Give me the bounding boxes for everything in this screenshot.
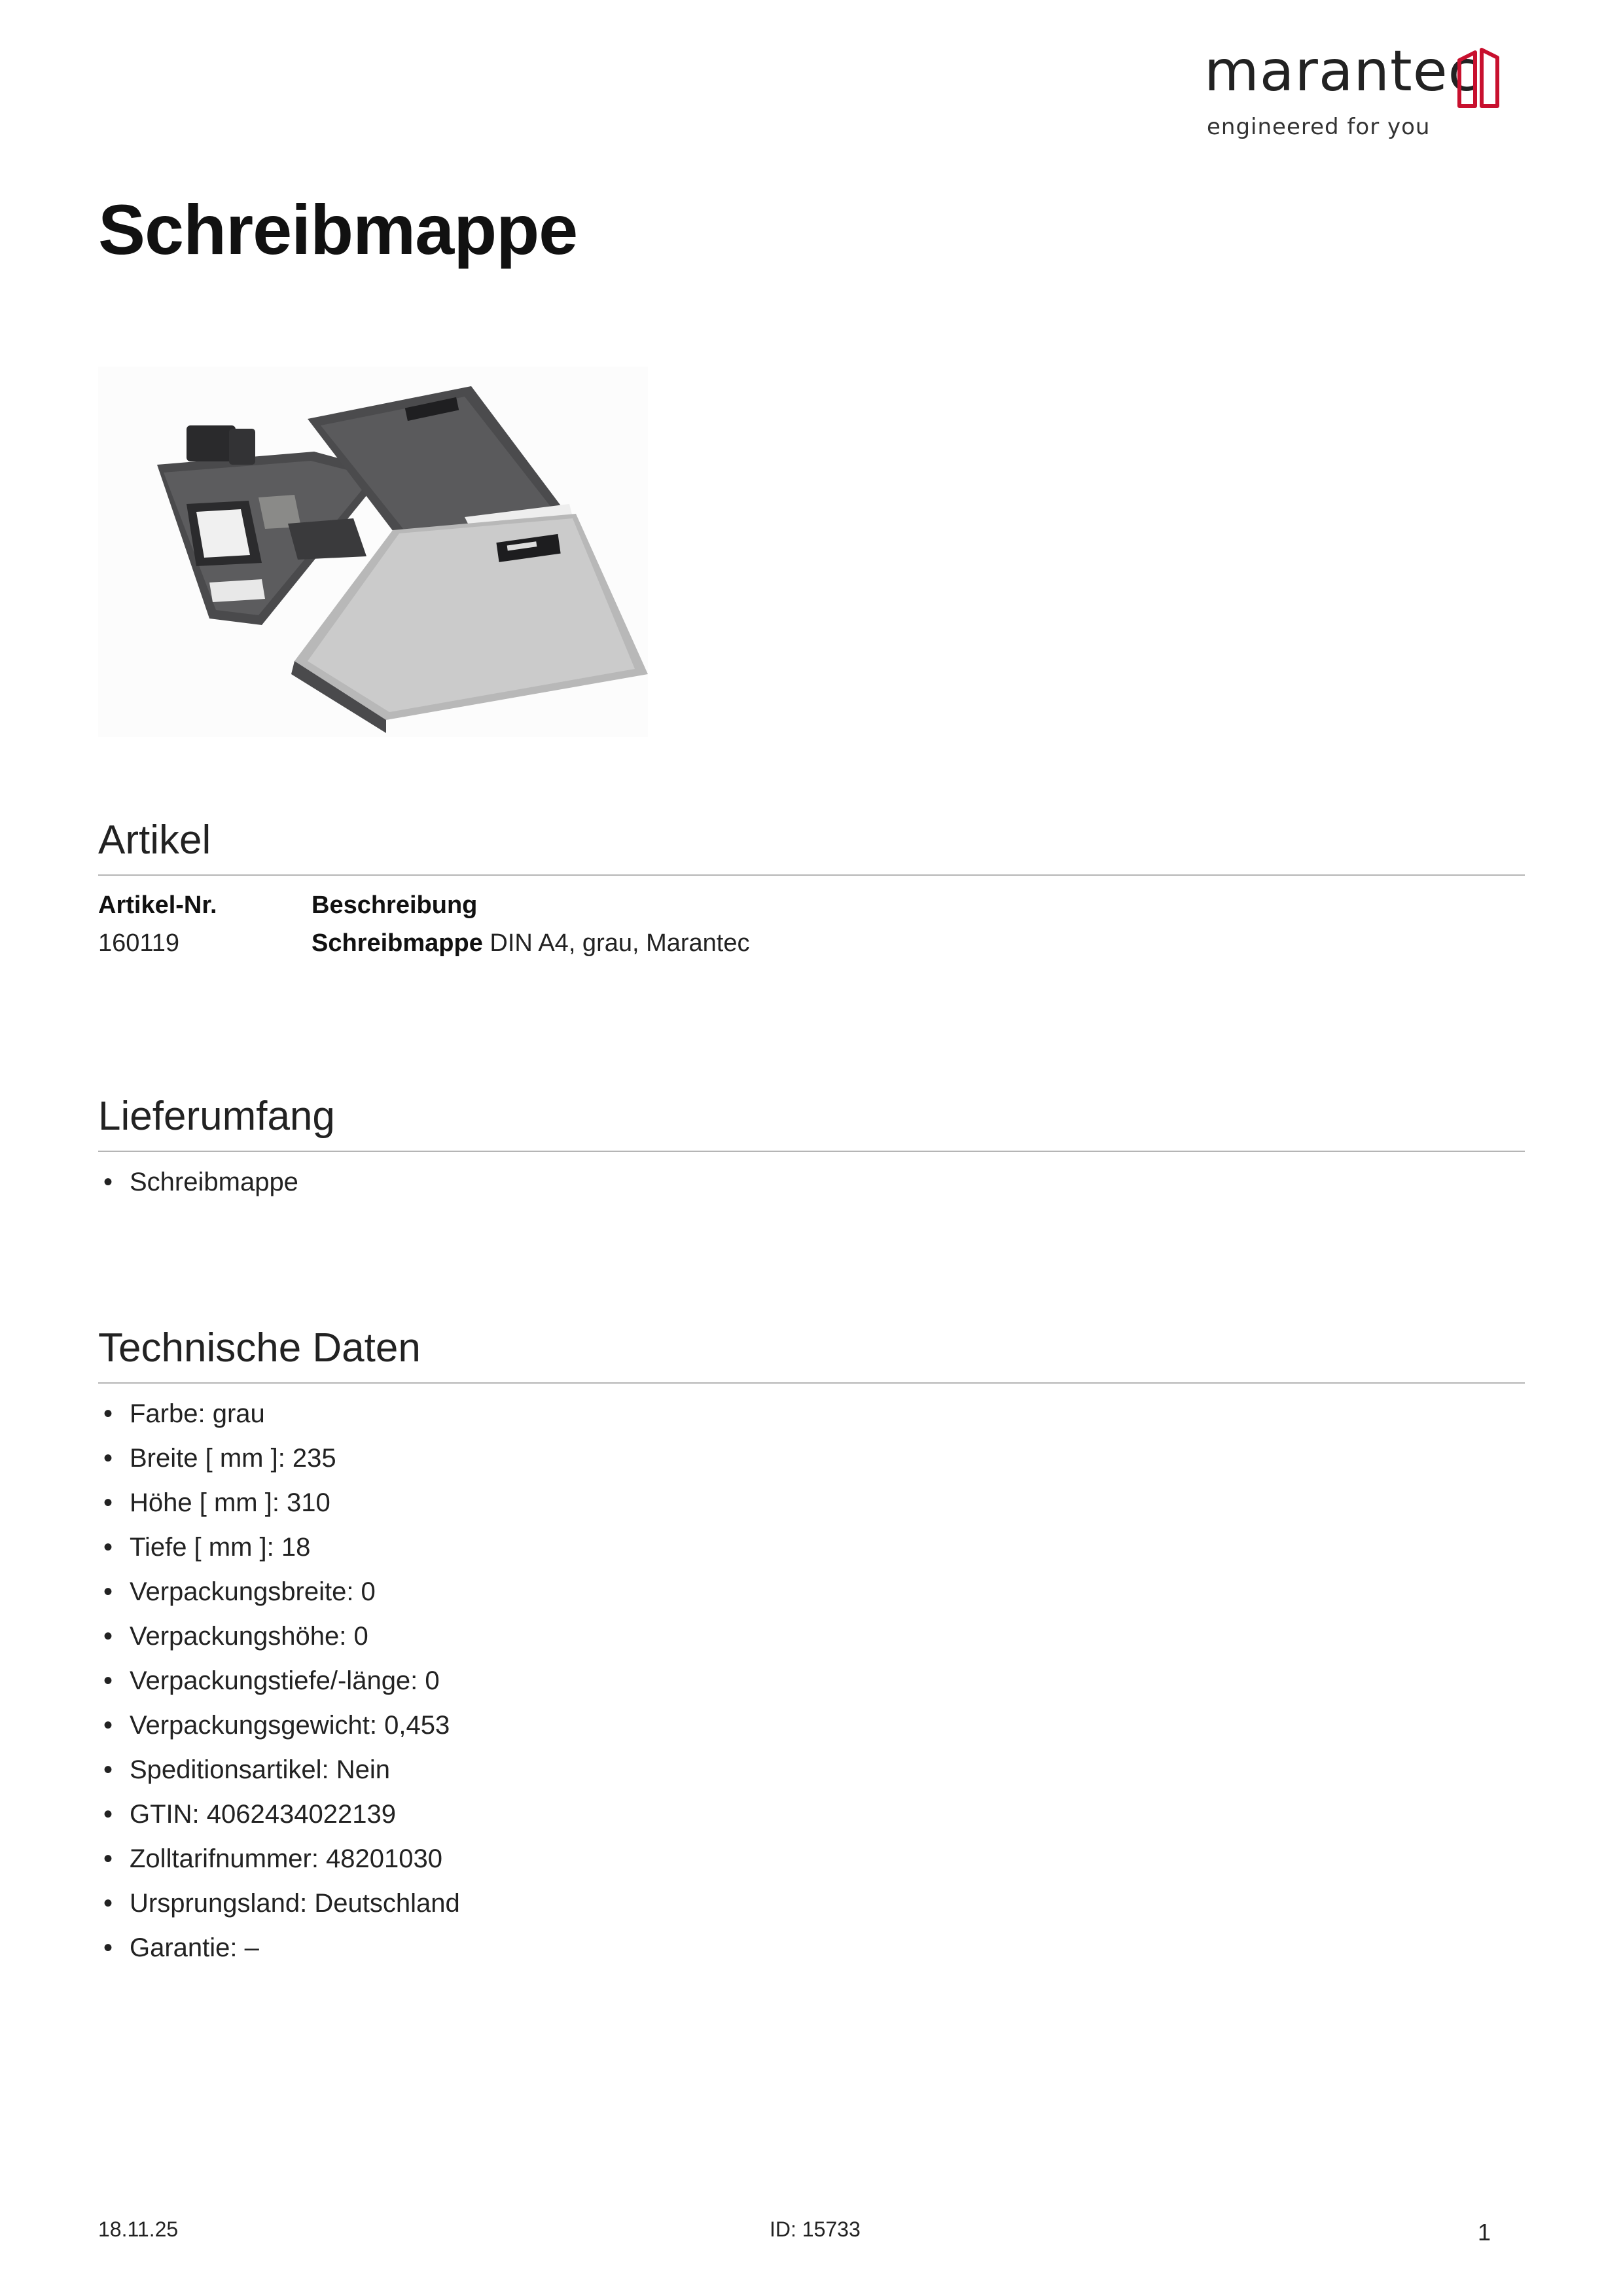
- brand-logo: [1204, 39, 1505, 148]
- column-header-beschreibung: Beschreibung: [312, 891, 478, 919]
- section-lieferumfang-heading: Lieferumfang: [98, 1094, 335, 1139]
- section-divider: [98, 874, 1525, 876]
- product-image: [98, 367, 648, 737]
- list-item: • Tiefe [ mm ]: 18: [103, 1533, 311, 1562]
- list-item: • Höhe [ mm ]: 310: [103, 1488, 330, 1517]
- list-item: • Zolltarifnummer: 48201030: [103, 1844, 443, 1873]
- list-item: • Garantie: –: [103, 1933, 259, 1962]
- list-item: • Ursprungsland: Deutschland: [103, 1889, 460, 1918]
- list-item: • Verpackungshöhe: 0: [103, 1622, 368, 1651]
- column-header-artikel-nr: Artikel-Nr.: [98, 891, 217, 919]
- list-item: • Schreibmappe: [103, 1168, 298, 1196]
- list-item: • Verpackungsbreite: 0: [103, 1577, 376, 1606]
- section-divider: [98, 1151, 1525, 1152]
- artikel-description-details: DIN A4, grau, Marantec: [482, 929, 750, 957]
- footer-page-number: 1: [1478, 2219, 1491, 2246]
- footer-document-id: ID: 15733: [770, 2217, 861, 2241]
- list-item: • Breite [ mm ]: 235: [103, 1444, 336, 1473]
- logo-tagline: engineered for you: [1207, 114, 1431, 140]
- list-item: • Speditionsartikel: Nein: [103, 1755, 390, 1784]
- section-artikel-heading: Artikel: [98, 817, 211, 863]
- footer-date: 18.11.25: [98, 2217, 179, 2241]
- section-divider: [98, 1382, 1525, 1384]
- technische-daten-list: [98, 1391, 460, 1970]
- logo-mark-icon: [1455, 46, 1501, 111]
- artikel-number: 160119: [98, 929, 179, 957]
- page-title: Schreibmappe: [98, 190, 578, 269]
- product-photo-icon: [98, 367, 648, 737]
- section-technische-daten-heading: Technische Daten: [98, 1325, 421, 1371]
- artikel-description: [312, 929, 750, 958]
- lieferumfang-list: [98, 1160, 298, 1204]
- list-item: • GTIN: 4062434022139: [103, 1800, 396, 1829]
- logo-wordmark: marantec: [1204, 39, 1480, 104]
- artikel-description-name: Schreibmappe: [312, 929, 483, 957]
- list-item: • Farbe: grau: [103, 1399, 265, 1428]
- list-item: • Verpackungsgewicht: 0,453: [103, 1711, 450, 1740]
- list-item: • Verpackungstiefe/-länge: 0: [103, 1666, 440, 1695]
